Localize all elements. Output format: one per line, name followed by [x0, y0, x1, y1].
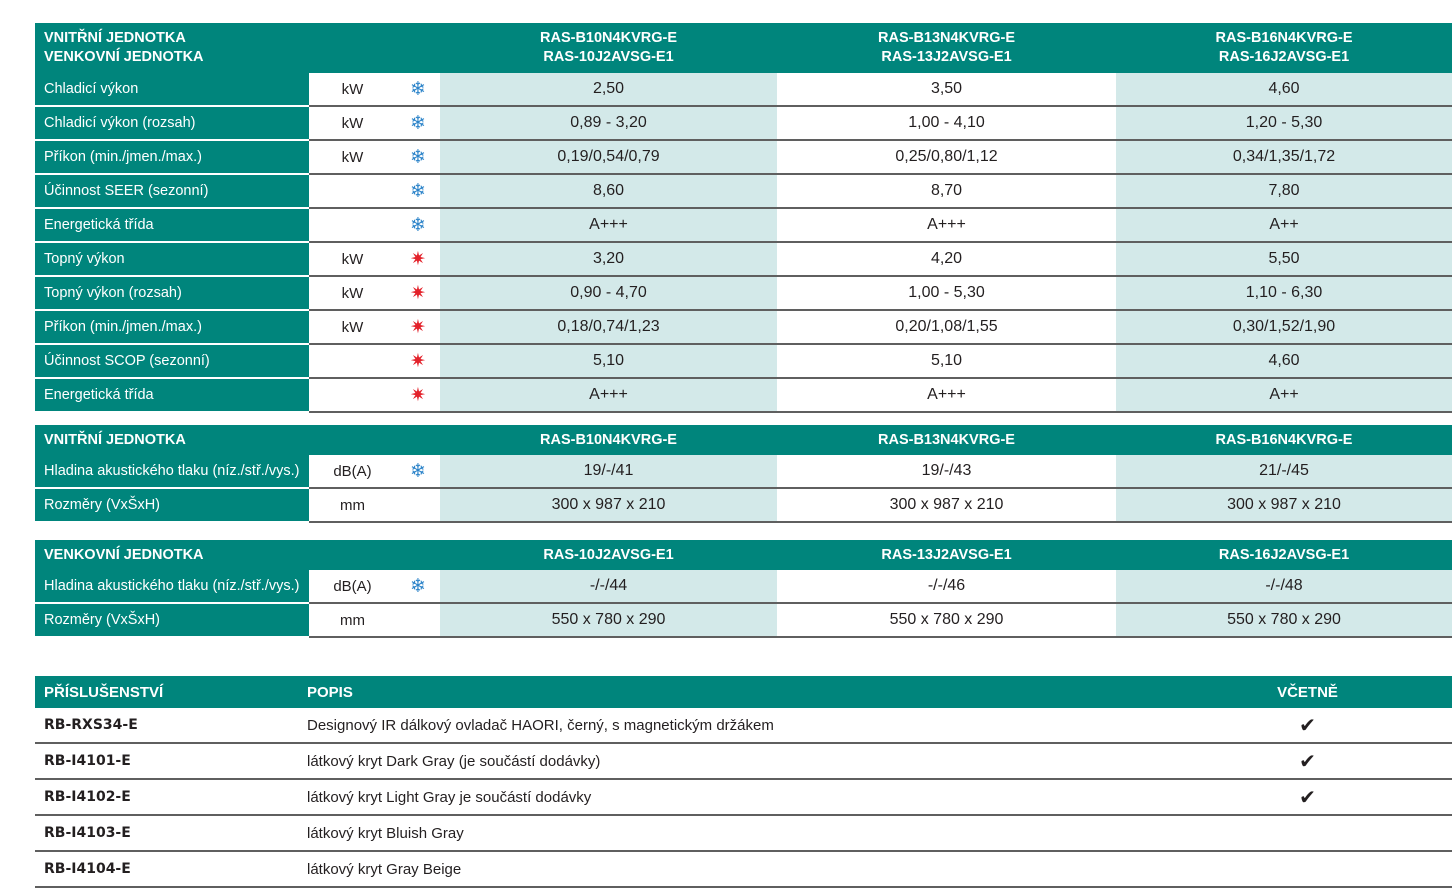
sun-icon: ✷ — [410, 316, 426, 338]
row-label: Energetická třída — [35, 208, 309, 242]
row-mode-cell — [396, 344, 440, 378]
row-mode-cell — [396, 310, 440, 344]
indoor-model-1: RAS-B10N4KVRG-E — [440, 425, 777, 455]
sun-icon: ✷ — [410, 248, 426, 270]
accessory-included-cell — [1233, 779, 1452, 815]
value-cell: 21/-/45 — [1116, 455, 1452, 488]
value-cell: 8,70 — [777, 174, 1116, 208]
value-cell: A+++ — [777, 208, 1116, 242]
indoor-model: RAS-B10N4KVRG-E — [540, 30, 677, 46]
row-mode-cell — [396, 208, 440, 242]
value-cell: 5,10 — [440, 344, 777, 378]
accessory-row — [35, 815, 1452, 851]
spec-row — [35, 378, 1452, 412]
row-label: Hladina akustického tlaku (níz./stř./vys.) — [35, 570, 309, 603]
outdoor-header-row — [35, 540, 1452, 570]
row-mode-cell — [396, 140, 440, 174]
accessory-code: RB-I4101-E — [35, 743, 298, 779]
accessories-body — [35, 708, 1452, 887]
accessory-included-cell — [1233, 708, 1452, 743]
indoor-header-label: VNITŘNÍ JEDNOTKA — [35, 425, 440, 455]
sun-icon: ✷ — [410, 350, 426, 372]
value-cell: 300 x 987 x 210 — [440, 488, 777, 522]
sun-icon: ✷ — [410, 384, 426, 406]
spec-row — [35, 242, 1452, 276]
spec-row — [35, 140, 1452, 174]
header-outdoor-label: VENKOVNÍ JEDNOTKA — [44, 49, 204, 65]
accessory-included-cell — [1233, 815, 1452, 851]
value-cell: 4,60 — [1116, 73, 1452, 106]
snowflake-icon: ❄ — [410, 78, 426, 100]
value-cell: A+++ — [440, 208, 777, 242]
row-unit: kW — [309, 73, 396, 106]
spec-row — [35, 174, 1452, 208]
value-cell: -/-/46 — [777, 570, 1116, 603]
value-cell: 300 x 987 x 210 — [777, 488, 1116, 522]
row-label: Rozměry (VxŠxH) — [35, 603, 309, 637]
value-cell: 5,10 — [777, 344, 1116, 378]
value-cell: 19/-/41 — [440, 455, 777, 488]
value-cell: 3,20 — [440, 242, 777, 276]
indoor-model: RAS-B16N4KVRG-E — [1215, 30, 1353, 46]
row-unit: kW — [309, 106, 396, 140]
row-label: Chladicí výkon — [35, 73, 309, 106]
row-mode-cell — [396, 570, 440, 603]
model-column-2 — [777, 23, 1116, 73]
value-cell: 2,50 — [440, 73, 777, 106]
outdoor-model: RAS-16J2AVSG-E1 — [1218, 49, 1350, 65]
row-label: Rozměry (VxŠxH) — [35, 488, 309, 522]
row-label: Příkon (min./jmen./max.) — [35, 140, 309, 174]
accessories-desc-header: POPIS — [298, 676, 1233, 708]
outdoor-model-1: RAS-10J2AVSG-E1 — [440, 540, 777, 570]
row-mode-cell — [396, 378, 440, 412]
spec-body — [35, 73, 1452, 412]
row-label: Účinnost SEER (sezonní) — [35, 174, 309, 208]
value-cell: A++ — [1116, 378, 1452, 412]
value-cell: 5,50 — [1116, 242, 1452, 276]
row-label: Chladicí výkon (rozsah) — [35, 106, 309, 140]
value-cell: -/-/44 — [440, 570, 777, 603]
row-unit — [309, 378, 396, 412]
value-cell: 0,89 - 3,20 — [440, 106, 777, 140]
snowflake-icon: ❄ — [410, 214, 426, 236]
indoor-model-3: RAS-B16N4KVRG-E — [1116, 425, 1452, 455]
accessory-row — [35, 779, 1452, 815]
value-cell: 3,50 — [777, 73, 1116, 106]
value-cell: 1,00 - 5,30 — [777, 276, 1116, 310]
row-unit: dB(A) — [309, 455, 396, 488]
accessory-included-cell — [1233, 743, 1452, 779]
value-cell: 550 x 780 x 290 — [777, 603, 1116, 637]
row-label: Topný výkon — [35, 242, 309, 276]
value-cell: 4,20 — [777, 242, 1116, 276]
value-cell: 4,60 — [1116, 344, 1452, 378]
row-unit: kW — [309, 310, 396, 344]
accessory-code: RB-I4104-E — [35, 851, 298, 887]
model-column-3 — [1116, 23, 1452, 73]
accessory-code: RB-I4103-E — [35, 815, 298, 851]
value-cell: -/-/48 — [1116, 570, 1452, 603]
value-cell: 0,25/0,80/1,12 — [777, 140, 1116, 174]
snowflake-icon: ❄ — [410, 146, 426, 168]
checkmark-icon: ✔ — [1299, 786, 1316, 809]
row-unit: kW — [309, 140, 396, 174]
spec-row — [35, 570, 1452, 603]
outdoor-model-3: RAS-16J2AVSG-E1 — [1116, 540, 1452, 570]
row-unit — [309, 344, 396, 378]
row-mode-cell — [396, 488, 440, 522]
value-cell: 0,19/0,54/0,79 — [440, 140, 777, 174]
row-unit — [309, 208, 396, 242]
row-mode-cell — [396, 242, 440, 276]
spec-row — [35, 310, 1452, 344]
outdoor-model-2: RAS-13J2AVSG-E1 — [777, 540, 1116, 570]
row-unit — [309, 174, 396, 208]
spec-table-main — [35, 23, 1452, 413]
spec-row — [35, 106, 1452, 140]
spec-header-row — [35, 23, 1452, 73]
row-mode-cell — [396, 174, 440, 208]
row-mode-cell — [396, 106, 440, 140]
value-cell: 8,60 — [440, 174, 777, 208]
snowflake-icon: ❄ — [410, 112, 426, 134]
spec-table-indoor — [35, 425, 1452, 523]
spec-table-outdoor — [35, 540, 1452, 638]
checkmark-icon: ✔ — [1299, 750, 1316, 773]
row-unit: dB(A) — [309, 570, 396, 603]
accessory-code: RB-I4102-E — [35, 779, 298, 815]
spec-row — [35, 73, 1452, 106]
accessories-code-header: PŘÍSLUŠENSTVÍ — [35, 676, 298, 708]
accessory-description: Designový IR dálkový ovladač HAORI, černý, s magnetickým držákem — [298, 708, 1233, 743]
value-cell: 550 x 780 x 290 — [1116, 603, 1452, 637]
accessory-row — [35, 743, 1452, 779]
snowflake-icon: ❄ — [410, 575, 426, 597]
spec-row — [35, 603, 1452, 637]
header-unit-labels — [35, 23, 440, 73]
accessory-row — [35, 851, 1452, 887]
spec-row — [35, 455, 1452, 488]
indoor-model-2: RAS-B13N4KVRG-E — [777, 425, 1116, 455]
checkmark-icon: ✔ — [1299, 714, 1316, 737]
outdoor-model: RAS-13J2AVSG-E1 — [881, 49, 1012, 65]
value-cell: 7,80 — [1116, 174, 1452, 208]
value-cell: 0,90 - 4,70 — [440, 276, 777, 310]
row-unit: kW — [309, 242, 396, 276]
value-cell: 550 x 780 x 290 — [440, 603, 777, 637]
value-cell: A+++ — [440, 378, 777, 412]
accessory-description: látkový kryt Bluish Gray — [298, 815, 1233, 851]
spec-row — [35, 276, 1452, 310]
row-unit: kW — [309, 276, 396, 310]
row-label: Topný výkon (rozsah) — [35, 276, 309, 310]
outdoor-body — [35, 570, 1452, 637]
accessories-included-header: VČETNĚ — [1233, 676, 1452, 708]
value-cell: 1,20 - 5,30 — [1116, 106, 1452, 140]
row-unit: mm — [309, 603, 396, 637]
outdoor-header-label: VENKOVNÍ JEDNOTKA — [35, 540, 440, 570]
value-cell: 1,10 - 6,30 — [1116, 276, 1452, 310]
row-mode-cell — [396, 455, 440, 488]
value-cell: A+++ — [777, 378, 1116, 412]
accessory-description: látkový kryt Light Gray je součástí dodávky — [298, 779, 1233, 815]
indoor-header-row — [35, 425, 1452, 455]
outdoor-model: RAS-10J2AVSG-E1 — [543, 49, 674, 65]
value-cell: 0,20/1,08/1,55 — [777, 310, 1116, 344]
accessory-description: látkový kryt Gray Beige — [298, 851, 1233, 887]
row-label: Příkon (min./jmen./max.) — [35, 310, 309, 344]
spec-row — [35, 344, 1452, 378]
sun-icon: ✷ — [410, 282, 426, 304]
row-unit: mm — [309, 488, 396, 522]
accessory-code: RB-RXS34-E — [35, 708, 298, 743]
indoor-model: RAS-B13N4KVRG-E — [878, 30, 1015, 46]
spec-row — [35, 488, 1452, 522]
row-label: Energetická třída — [35, 378, 309, 412]
value-cell: 0,30/1,52/1,90 — [1116, 310, 1452, 344]
value-cell: 19/-/43 — [777, 455, 1116, 488]
accessory-description: látkový kryt Dark Gray (je součástí dodávky) — [298, 743, 1233, 779]
snowflake-icon: ❄ — [410, 460, 426, 482]
value-cell: 0,18/0,74/1,23 — [440, 310, 777, 344]
row-label: Hladina akustického tlaku (níz./stř./vys.) — [35, 455, 309, 488]
value-cell: A++ — [1116, 208, 1452, 242]
accessories-table — [35, 676, 1452, 888]
value-cell: 0,34/1,35/1,72 — [1116, 140, 1452, 174]
row-mode-cell — [396, 73, 440, 106]
value-cell: 300 x 987 x 210 — [1116, 488, 1452, 522]
accessories-header-row — [35, 676, 1452, 708]
row-mode-cell — [396, 603, 440, 637]
header-indoor-label: VNITŘNÍ JEDNOTKA — [44, 30, 186, 46]
row-mode-cell — [396, 276, 440, 310]
spec-row — [35, 208, 1452, 242]
accessory-row — [35, 708, 1452, 743]
snowflake-icon: ❄ — [410, 180, 426, 202]
indoor-body — [35, 455, 1452, 522]
row-label: Účinnost SCOP (sezonní) — [35, 344, 309, 378]
accessory-included-cell — [1233, 851, 1452, 887]
value-cell: 1,00 - 4,10 — [777, 106, 1116, 140]
model-column-1 — [440, 23, 777, 73]
